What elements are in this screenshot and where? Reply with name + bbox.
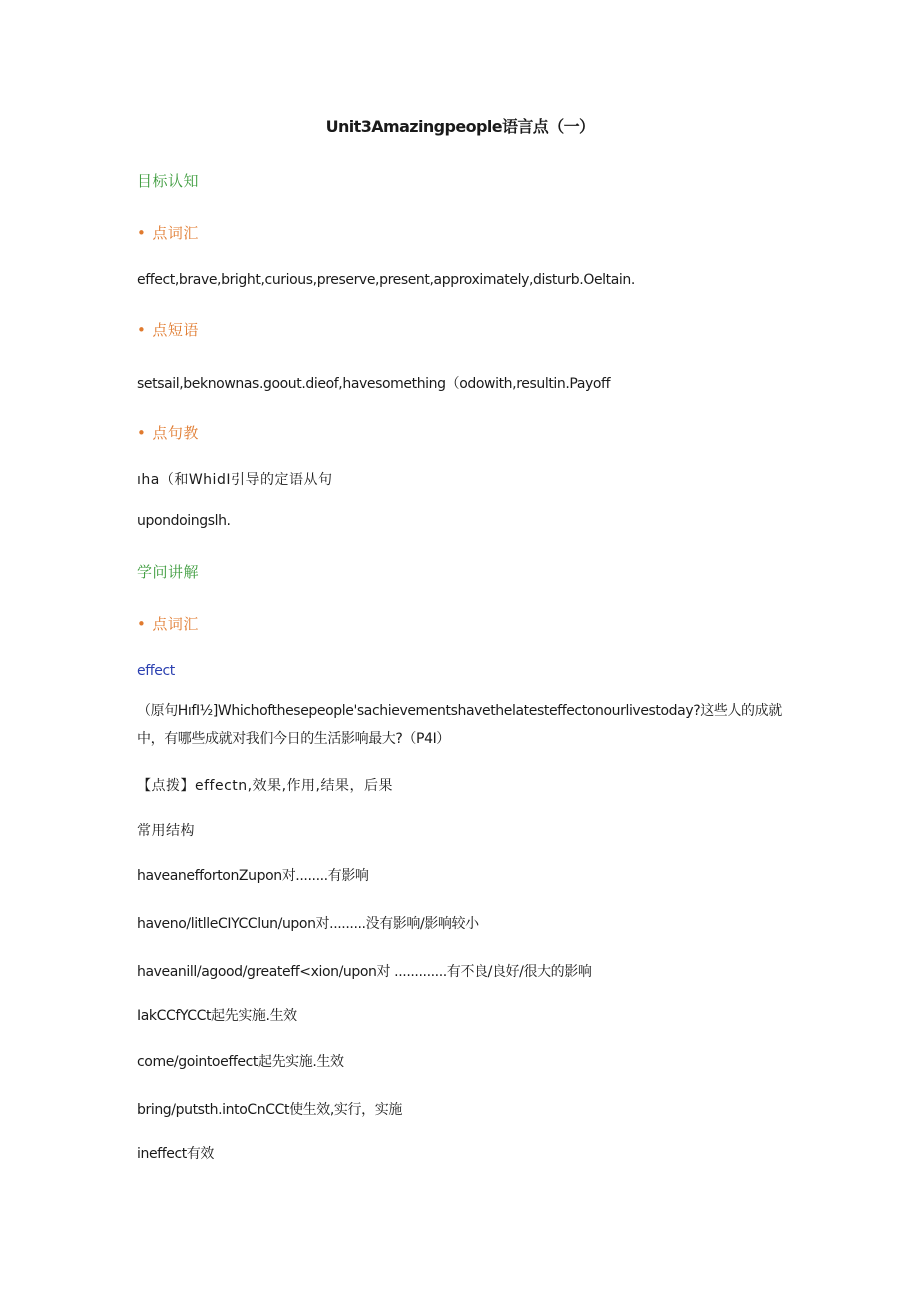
tip-line: 【点拨】effectn,效果,作用,结果，后果: [137, 778, 393, 794]
structure-item: haveaneffortonZupon对........有影响: [137, 868, 369, 884]
vocab-heading-2-label: 点词汇: [152, 615, 199, 633]
sentence-heading: [137, 422, 199, 443]
structure-item: ineffect有效: [137, 1146, 215, 1162]
bullet: •: [137, 224, 147, 242]
vocab-list: effect,brave,bright,curious,preserve,present,approximately,disturb.Oeltain.: [137, 272, 635, 288]
bullet: •: [137, 321, 147, 339]
original-sentence: （原句HıfI½]Whichofthesepeople'sachievementshavethelatesteffectonourlivestoday?这些人的成就中，有哪些成就对我们今日的生活影响最大?（P4I）: [137, 703, 782, 747]
vocab-heading-label: 点词汇: [152, 224, 199, 242]
bullet: •: [137, 615, 147, 633]
sentence-point-1: ıha（和WhidI引导的定语从句: [137, 472, 333, 488]
bullet: •: [137, 424, 147, 442]
structure-item: haveanill/agood/greateff<xion/upon对 .............有不良/良好/很大的影响: [137, 964, 592, 980]
keyword-effect: effect: [137, 663, 175, 679]
common-structures-label: 常用结构: [137, 823, 195, 839]
structure-item: bring/putsth.intoCnCCt使生效,实行，实施: [137, 1102, 402, 1118]
sentence-heading-label: 点句教: [152, 424, 199, 442]
section-heading-explanation: 学问讲解: [137, 563, 200, 581]
structure-item: haveno/litlleCIYCClun/upon对.........没有影响/影响较小: [137, 916, 479, 932]
sentence-point-2: upondoingslh.: [137, 513, 231, 529]
vocab-heading-2: [137, 613, 199, 634]
phrase-list: setsail,beknownas.goout.dieof,havesomething（odowith,resultin.Payoff: [137, 376, 611, 392]
structure-item: IakCCfYCCt起先实施.生效: [137, 1008, 297, 1024]
phrase-heading: [137, 319, 199, 340]
section-heading-goals: 目标认知: [137, 172, 200, 190]
structure-item: come/gointoeffect起先实施.生效: [137, 1054, 344, 1070]
vocab-heading: [137, 222, 199, 243]
phrase-heading-label: 点短语: [152, 321, 199, 339]
page-title: Unit3Amazingpeople语言点（一）: [325, 117, 595, 136]
